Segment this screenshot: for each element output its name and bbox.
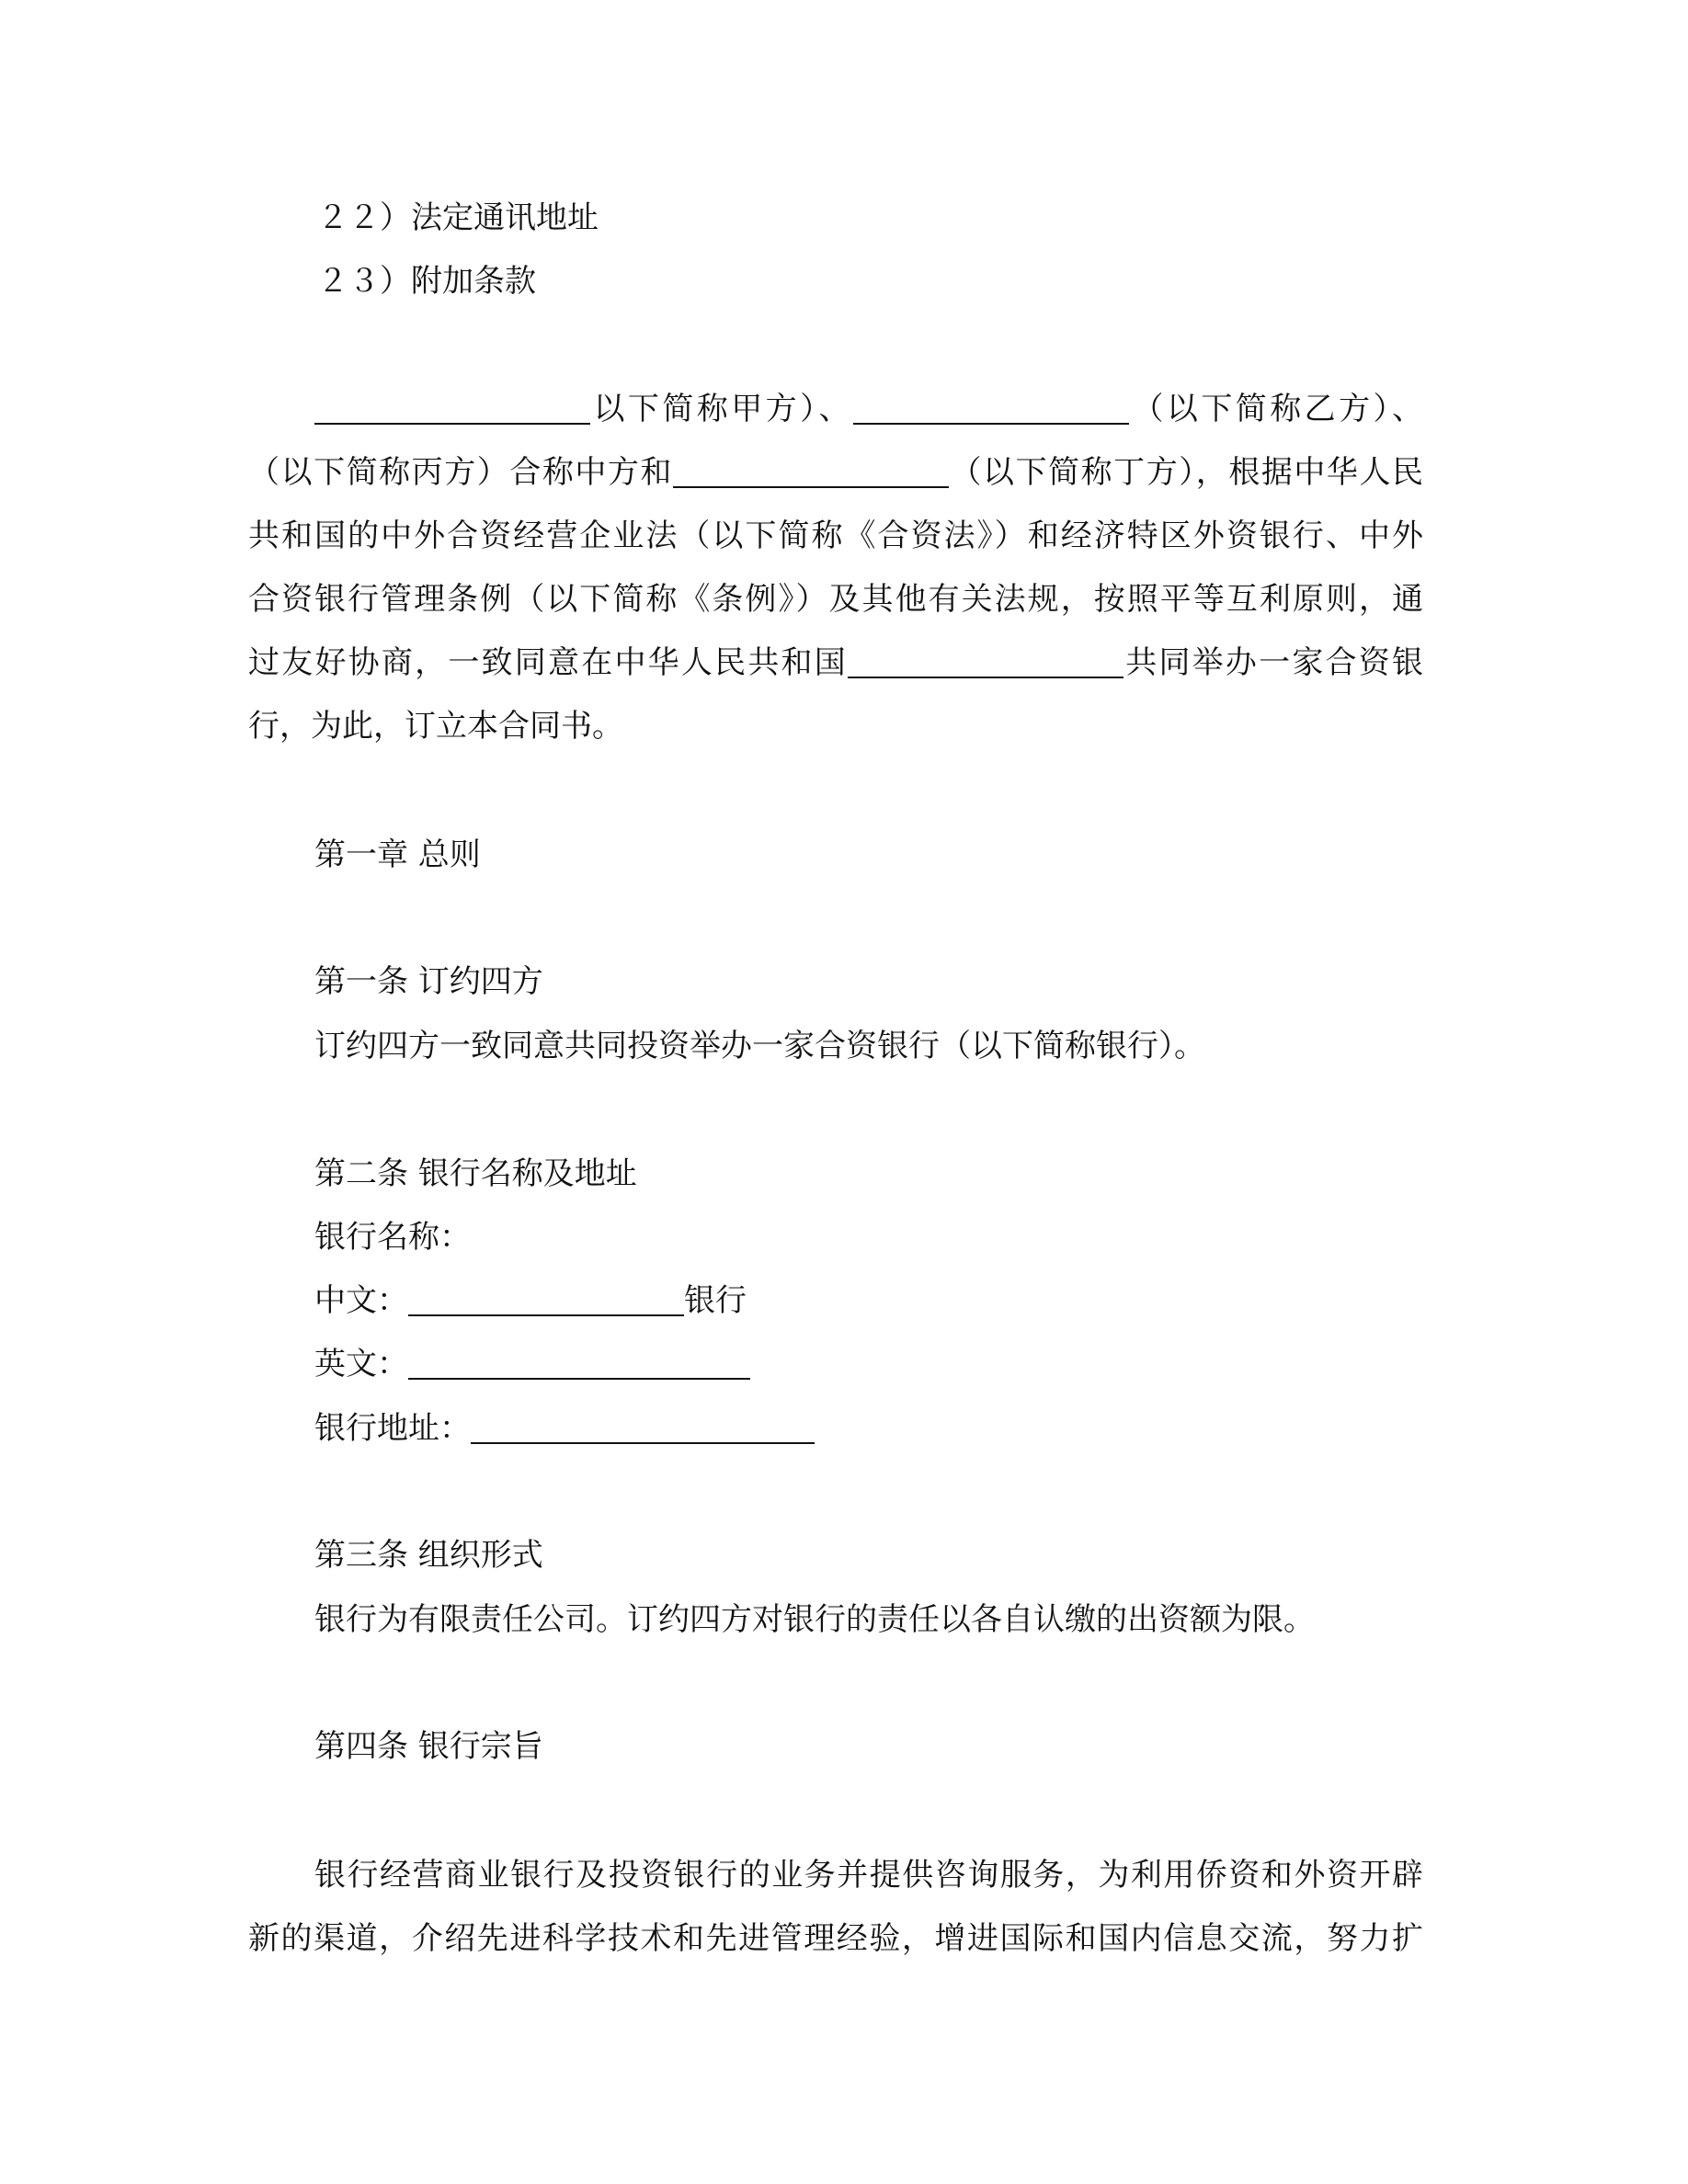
- chinese-name-line: [314, 1278, 747, 1324]
- text: （以下简称丁方），根据中华人民: [948, 454, 1424, 491]
- preamble-line-2: [248, 449, 1423, 495]
- label: 英文：: [314, 1346, 408, 1382]
- article-2-title: 第二条 银行名称及地址: [314, 1155, 637, 1192]
- english-name-blank[interactable]: [408, 1341, 750, 1380]
- article-4-title: 第四条 银行宗旨: [314, 1728, 543, 1765]
- article-1-body: 订约四方一致同意共同投资举办一家合资银行（以下简称银行）。: [314, 1028, 1205, 1064]
- article-3-body: 银行为有限责任公司。订约四方对银行的责任以各自认缴的出资额为限。: [314, 1601, 1315, 1638]
- english-name-line: [314, 1341, 750, 1387]
- text: 银行: [684, 1282, 747, 1319]
- chapter-heading: 第一章 总则: [314, 836, 481, 873]
- preamble-line-5: [248, 640, 1423, 686]
- label: 中文：: [314, 1282, 408, 1319]
- preamble-line-4: 合资银行管理条例（以下简称《条例》）及其他有关法规，按照平等互利原则，通: [248, 581, 1423, 618]
- preamble-line-1: [314, 386, 1423, 432]
- text: （以下简称乙方）、: [1129, 391, 1423, 427]
- location-blank[interactable]: [848, 640, 1123, 678]
- article-3-title: 第三条 组织形式: [314, 1537, 543, 1574]
- text: （以下简称丙方）合称中方和: [248, 454, 673, 491]
- party-a-blank[interactable]: [314, 386, 590, 425]
- chinese-name-blank[interactable]: [408, 1278, 684, 1316]
- list-item-22: ２２）法定通讯地址: [317, 199, 599, 236]
- party-d-blank[interactable]: [673, 449, 949, 488]
- party-b-blank[interactable]: [853, 386, 1129, 425]
- list-item-23: ２３）附加条款: [317, 263, 536, 300]
- text: 以下简称甲方）、: [590, 391, 853, 427]
- article-4-line-2: 新的渠道，介绍先进科学技术和先进管理经验，增进国际和国内信息交流，努力扩: [248, 1920, 1423, 1957]
- text: 过友好协商，一致同意在中华人民共和国: [248, 644, 848, 681]
- label: 银行地址：: [314, 1410, 471, 1447]
- text: 共同举办一家合资银: [1123, 644, 1423, 681]
- address-blank[interactable]: [471, 1405, 815, 1444]
- preamble-line-6: 行，为此，订立本合同书。: [248, 708, 623, 745]
- preamble-line-3: 共和国的中外合资经营企业法（以下简称《合资法》）和经济特区外资银行、中外: [248, 518, 1423, 554]
- article-1-title: 第一条 订约四方: [314, 963, 543, 1000]
- bank-name-label: 银行名称：: [314, 1219, 471, 1256]
- article-4-line-1: 银行经营商业银行及投资银行的业务并提供咨询服务，为利用侨资和外资开辟: [314, 1857, 1423, 1894]
- address-line: [314, 1405, 815, 1451]
